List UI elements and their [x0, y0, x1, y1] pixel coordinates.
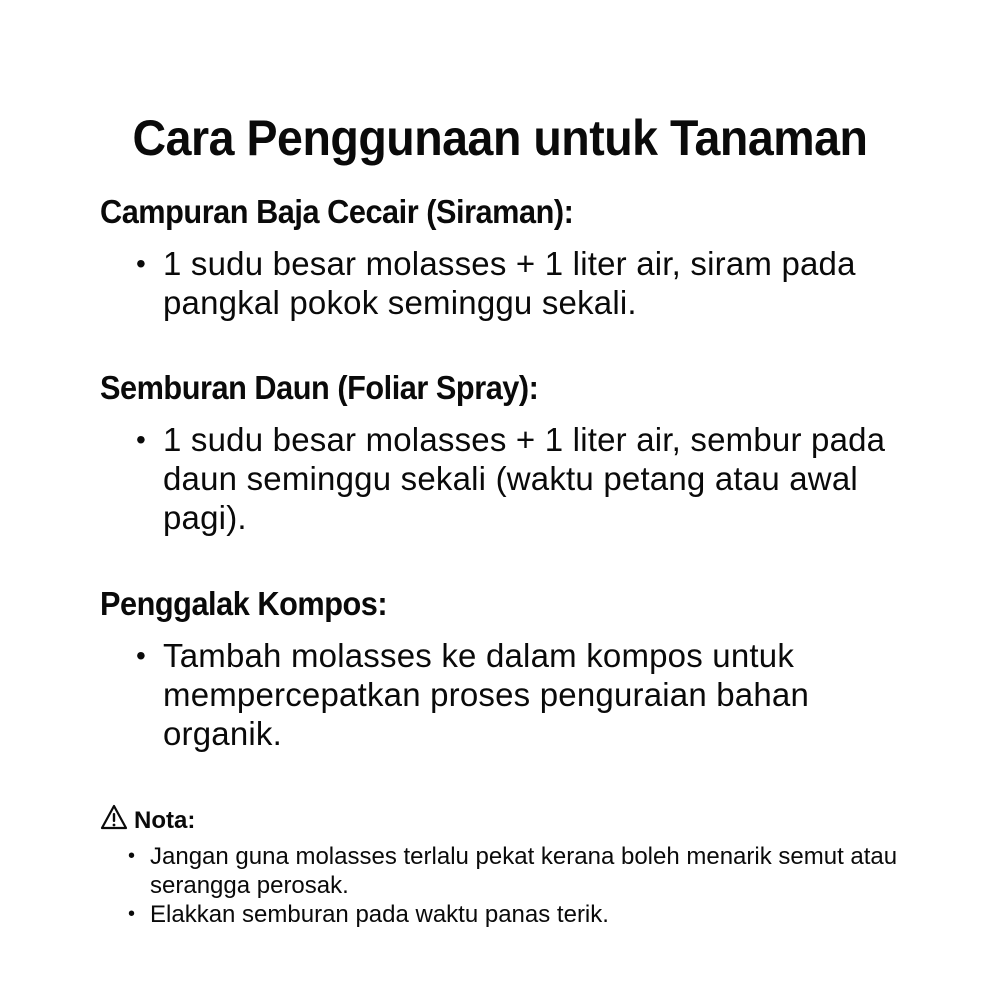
bullet: •: [128, 903, 136, 925]
note-item-text: Jangan guna molasses terlalu pekat kerana boleh menarik semut atau serangga perosak.: [150, 843, 898, 899]
list-item-text: Tambah molasses ke dalam kompos untuk mempercepatkan proses penguraian bahan organik.: [163, 637, 810, 752]
bullet: •: [128, 845, 136, 867]
bullet: •: [136, 640, 147, 671]
section-heading: Semburan Daun (Foliar Spray):: [100, 369, 539, 406]
list-item: [100, 636, 920, 753]
note-item-text: Elakkan semburan pada waktu panas terik.: [150, 901, 609, 928]
bullet: •: [136, 424, 147, 455]
list-item: [100, 420, 920, 537]
note-heading: [100, 804, 920, 838]
note-title: Nota:: [134, 807, 196, 834]
section-siraman: [100, 192, 920, 322]
list-item: [100, 244, 920, 322]
section-heading: Campuran Baja Cecair (Siraman):: [100, 193, 574, 230]
note-item: [100, 900, 920, 929]
section-foliar-spray: [100, 368, 920, 537]
note-item: [100, 842, 920, 900]
page-title: Cara Penggunaan untuk Tanaman: [132, 109, 868, 166]
list-item-text: 1 sudu besar molasses + 1 liter air, siram pada pangkal pokok seminggu sekali.: [163, 245, 856, 321]
section-kompos: [100, 584, 920, 753]
list-item-text: 1 sudu besar molasses + 1 liter air, sembur pada daun seminggu sekali (waktu petang atau awal pagi).: [163, 421, 886, 536]
note-box: [100, 804, 920, 929]
bullet: •: [136, 248, 147, 279]
warning-icon: [100, 804, 128, 838]
section-heading: Penggalak Kompos:: [100, 585, 388, 622]
